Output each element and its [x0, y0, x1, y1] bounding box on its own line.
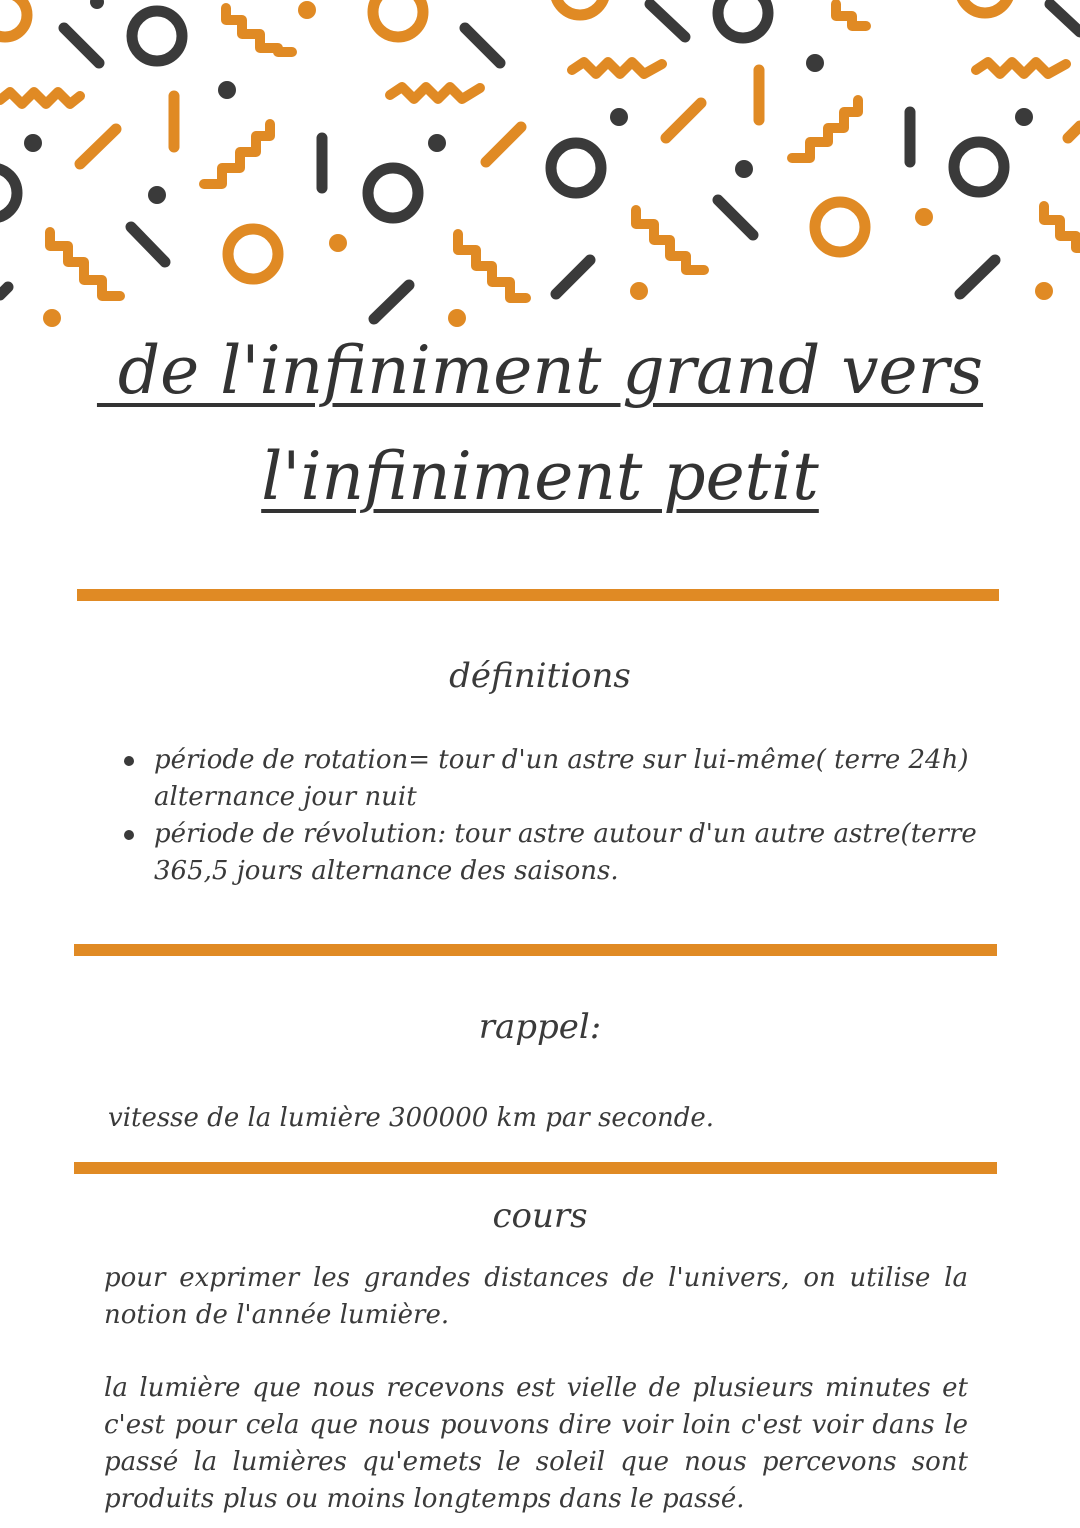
cours-paragraph-1: pour exprimer les grandes distances de l'univers, on utilise la notion de l'année lumière. [104, 1263, 968, 1330]
definitions-heading: définitions [449, 656, 631, 696]
title-line-2: l'infiniment petit [261, 438, 819, 515]
divider-top [77, 589, 999, 601]
bullet-icon [124, 756, 134, 766]
memphis-pattern-decoration [0, 0, 1080, 340]
bullet-icon [124, 830, 134, 840]
rappel-text: vitesse de la lumière 300000 km par seconde. [108, 1103, 715, 1133]
definitions-list [120, 742, 980, 890]
divider-lower [74, 1162, 997, 1174]
list-item [120, 816, 980, 890]
definition-revolution: période de révolution: tour astre autour d'un autre astre(terre 365,5 jours alternance des saisons. [154, 819, 977, 886]
cours-heading: cours [492, 1196, 588, 1236]
list-item [120, 742, 980, 816]
title-line-1: de l'infiniment grand vers [96, 332, 984, 409]
definition-rotation: période de rotation= tour d'un astre sur lui-même( terre 24h) alternance jour nuit [154, 745, 969, 812]
rappel-heading: rappel: [478, 1007, 602, 1047]
divider-middle [74, 944, 997, 956]
cours-paragraph-2: la lumière que nous recevons est vielle de plusieurs minutes et c'est pour cela que nous pouvons dire voir loin c'est voir dans le passé la lumières qu'emets le soleil que nous percevons sont produits plus ou moins longtemps dans le passé. [104, 1373, 968, 1514]
